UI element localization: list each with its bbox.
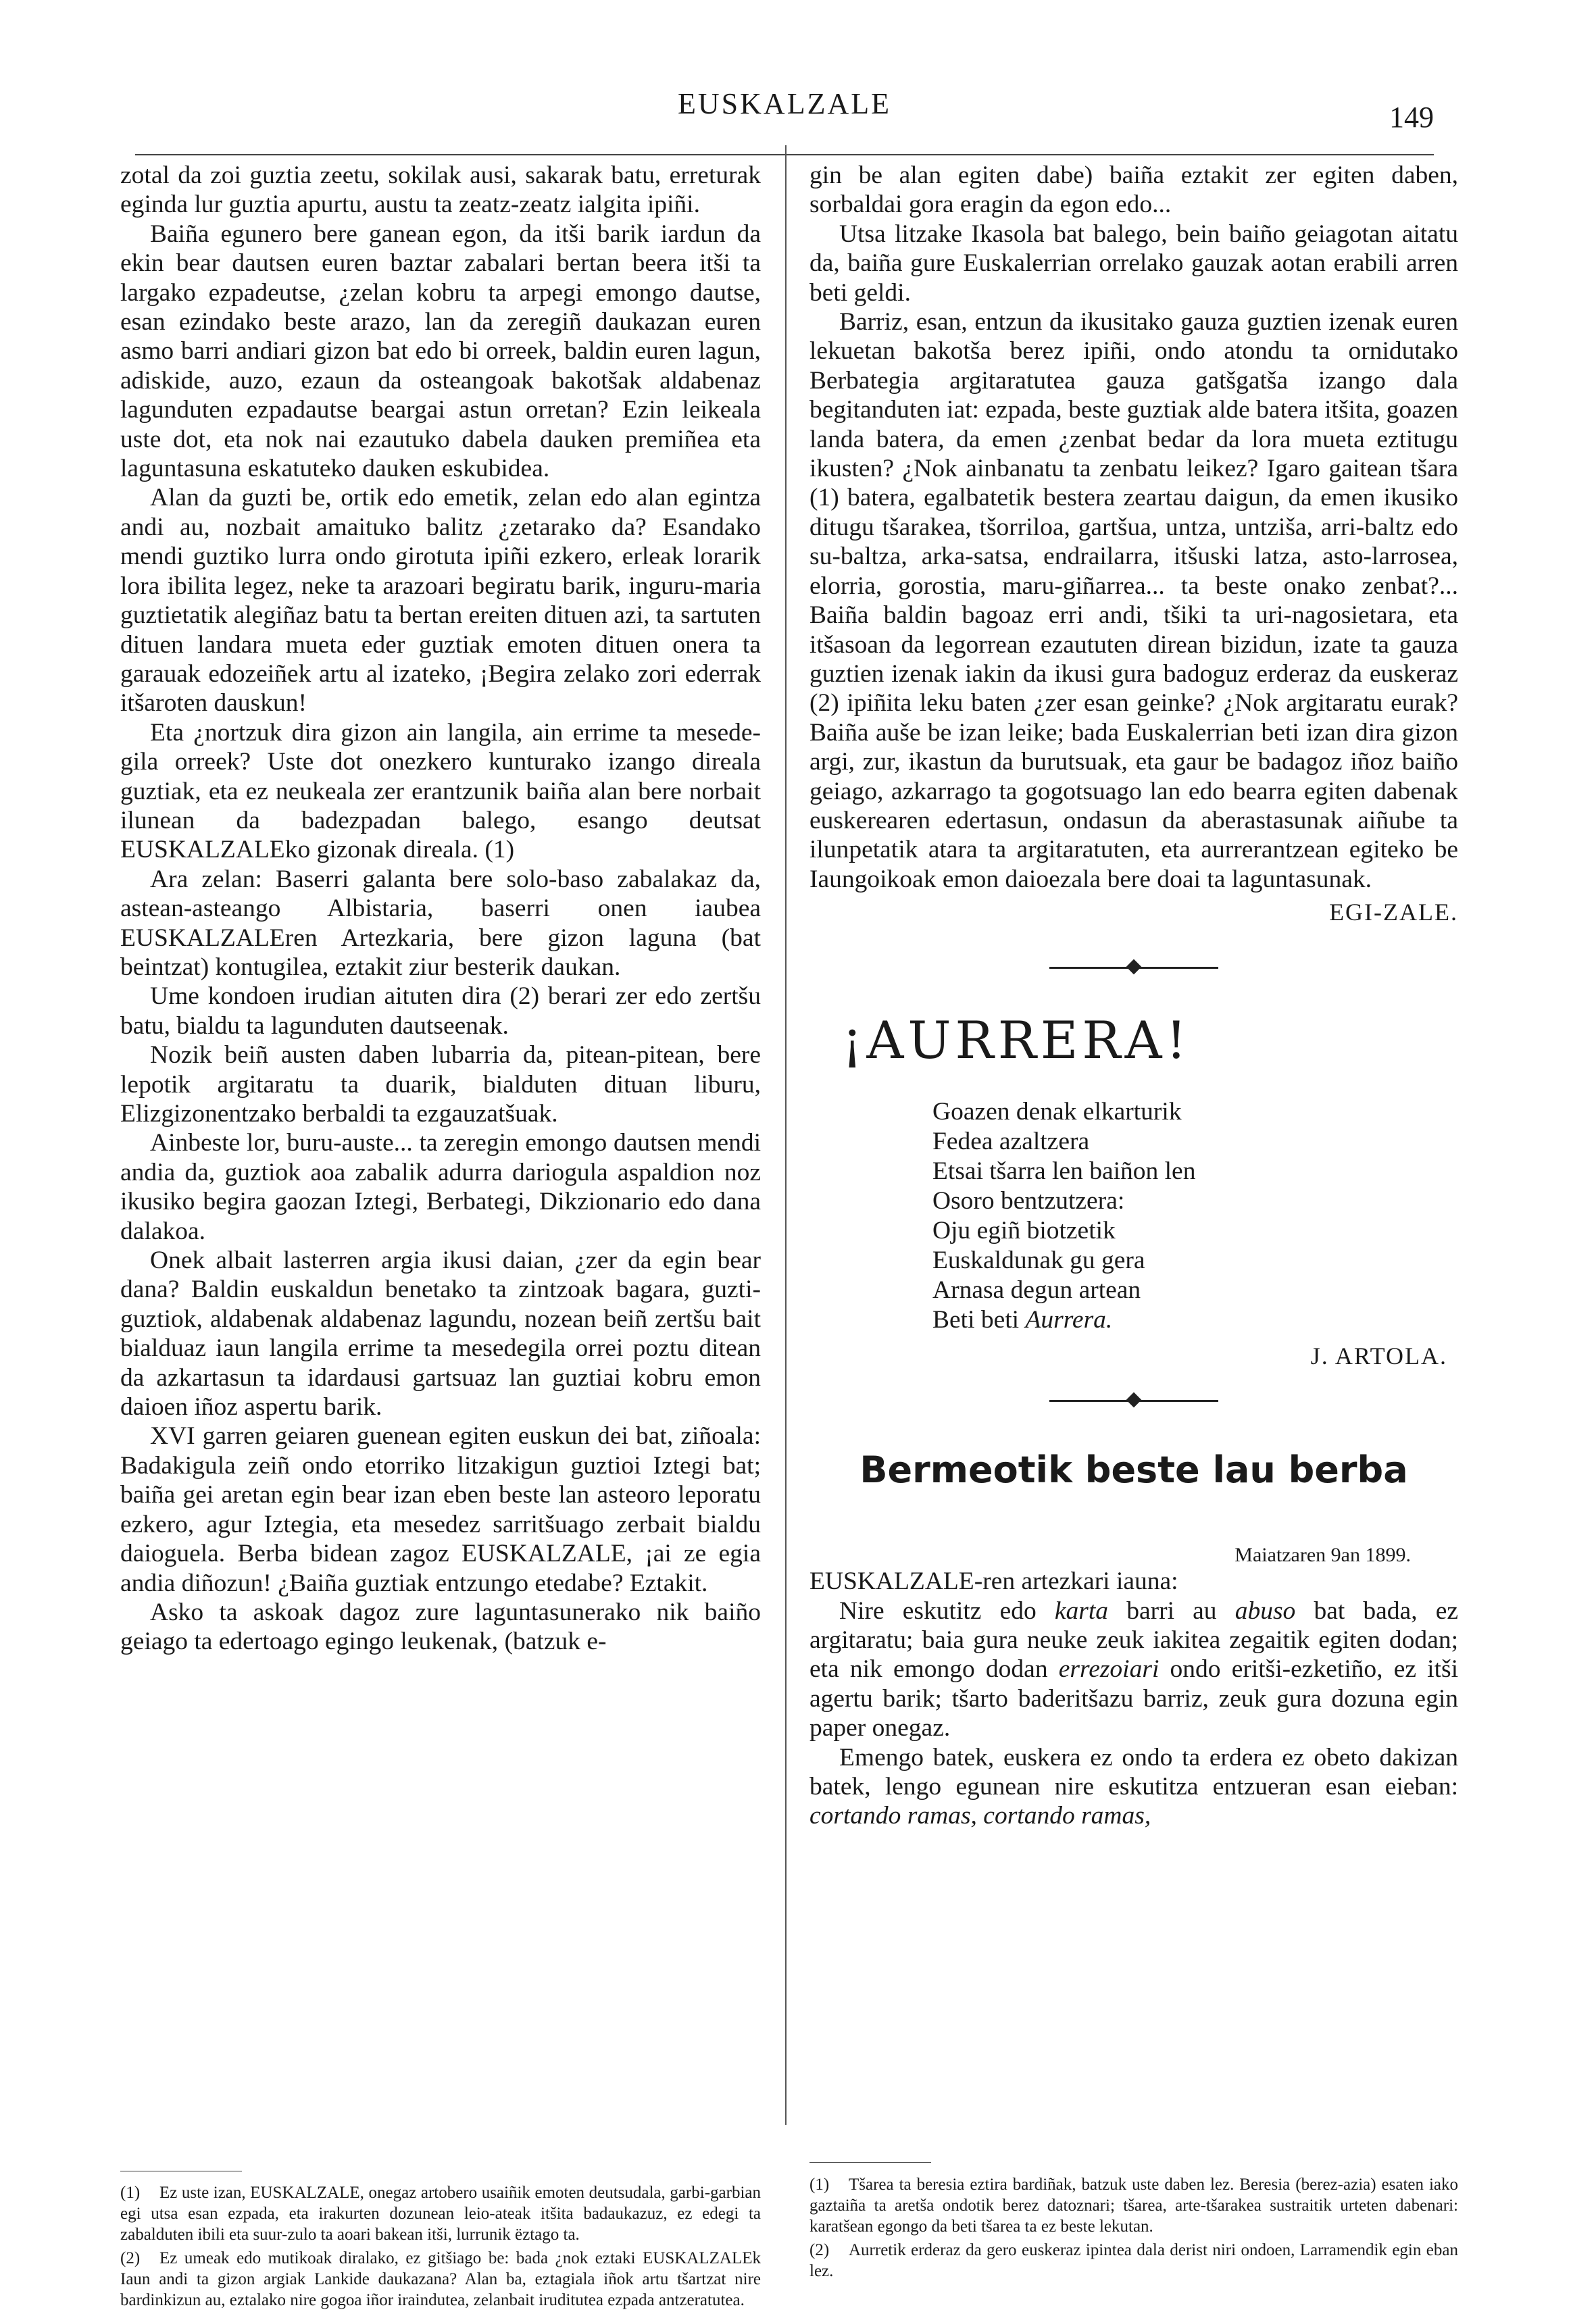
paragraph: Emengo batek, euskera ez ondo ta erdera ez obeto dakizan batek, lengo egunean nire eskutitza entzueran esan eieban: cortando ramas, cortando ramas, (809, 1743, 1458, 1830)
paragraph: Ume kondoen irudian aituten dira (2) berari zer edo zertšu batu, bialdu ta lagunduten dautseenak. (120, 982, 761, 1040)
footnote-text: Ez umeak edo mutikoak diralako, ez gitšiago be: bada ¿nok eztaki EUSKALZALEk Iaun andi ta gizon argiak Lankide daukazana? Alan ba, eztagiala iñok artu tšartzat nire bardinkizun au, eztalako nire gogoa iñor iraindutea, zelanbait iruditutea ezpada antzeratutea. (120, 2249, 761, 2309)
footnote (120, 2182, 761, 2245)
footnote-text: Ez uste izan, EUSKALZALE, onegaz artobero usaiñik emoten deutsudala, garbi-garbian egi utsa esan ezpada, eta irakurten dozunean leio-ateak itšita badaukazuz, ez edegi ta zabalduten ibili eta suur-zulo ta aoari bakean itši, lurrunik ëztago ta. (120, 2184, 761, 2244)
right-footnotes (809, 2174, 1458, 2284)
poem (932, 1097, 1458, 1335)
footnote (809, 2174, 1458, 2237)
right-column (809, 161, 1458, 1831)
footnote-number: (1) (120, 2184, 141, 2202)
signature: EGI-ZALE. (1329, 899, 1458, 926)
poem-verse: Fedea azaltzera (932, 1128, 1090, 1156)
paragraph: Eta ¿nortzuk dira gizon ain langila, ain errime ta mesede-gila orreek? Uste dot onezkero kunturako izango direala guztiak, eta ez neukeala zer erantzunik baiña alan bere norbait ilunean da badezpadan balego, esango deutsat EUSKALZALEko gizonak direala. (1) (120, 718, 761, 864)
footnote-number: (2) (809, 2241, 830, 2259)
footnote-number: (1) (809, 2175, 830, 2194)
italic-word: abuso (1235, 1596, 1296, 1625)
diamond-ornament-icon (1126, 1392, 1142, 1408)
paragraph: Barriz, esan, entzun da ikusitako gauza guztien izenak euren lekuetan bakotša berez ipiñi, ondo atondu ta ornidutako Berbategia argitaratutea gauza gatšgatša izango dala begitanduten iat: ezpada, beste guztiak alde batera itšita, goazen landa batera, da emen ¿zenbat bedar da lora mueta eztitugu ikusten? ¿Nok ainbanatu ta zenbatu leikez? Igaro gaitean tšara (1) batera, egalbatetik bestera zeartau daigun, da emen ikusiko ditugu tšarakea, tšorriloa, gartšua, untza, untziša, arri-baltz edo su-baltza, arka-satsa, endrailarra, itšuski latza, asto-larrosea, elorria, gorostia, maru-giñarrea... ta beste onako zenbat?... Baiña baldin bagoaz erri andi, tšiki ta uri-nagosietara, eta itšasoan da legorrean ezaututen direan bizidun, izate ta gauza guztien izenak iakin da ikusi gura badoguz erderaz da euskeraz (2) ipiñita leku baten ¿zer esan geinke? ¿Nok argitaratu eurak? Baiña auše be izan leike; bada Euskalerrian beti izan dira gizon argi, zur, ikastun da burutsuak, eta gaur be badagoz iñoz baiño geiago, azkarrago ta gogotsuago lan edo bearra egiten dabenak euskerearen edertasun, ondasun da aberastasunak aiñube ta ilunpetatik atara ta argitaratuten, eta aurrerantzean egiteko be Iaungoikoak emon daioezala bere doai ta laguntasunak. (809, 308, 1458, 893)
paragraph: XVI garren geiaren guenean egiten euskun dei bat, ziñoala: Badakigula zeiñ ondo etorriko litzakigun guztioi Iztegi bat; baiña gei aretan egin bear izan eben beste lan asteoro leporatu ezkero, agur Iztegia, eta mesedez sarritšuago zerbait bialdu daioguela. Berba bidean zagoz EUSKALZALE, ¡ai ze egia andia diñozun! ¿Baiña guztiak entzungo etedabe? Eztakit. (120, 1422, 761, 1597)
article-date: Maiatzaren 9an 1899. (1235, 1544, 1411, 1567)
footnote (120, 2248, 761, 2311)
poem-verse-text: Beti beti (932, 1306, 1020, 1334)
paragraph: Ainbeste lor, buru-auste... ta zeregin emongo dautsen mendi andia da, guztiok aoa zabalik adurra dariogula aspaldion noz ikusiko begira gaozan Iztegi, Berbategi, Dikzionario edo dana dalakoa. (120, 1129, 761, 1245)
column-divider (785, 145, 787, 2125)
paragraph: zotal da zoi guztia zeetu, sokilak ausi, sakarak batu, erreturak eginda lur guztia apurtu, austu ta zeatz-zeatz ialgita ipiñi. (120, 161, 761, 219)
poem-verse: Oju egiñ biotzetik (932, 1217, 1116, 1245)
footnote-rule (809, 2162, 931, 2163)
paragraph: Nozik beiñ austen daben lubarria da, pitean-pitean, bere lepotik argitaratu ta duarik, bialduten dituan liburu, Elizgizonentzako berbaldi ta ezgauzatšuak. (120, 1041, 761, 1128)
footnote-text: Aurretik erderaz da gero euskeraz ipintea dala derist niri ondoen, Larramendik egin eban lez. (809, 2241, 1458, 2280)
poem-verse: Osoro bentzutzera: (932, 1187, 1125, 1215)
paragraph: Asko ta askoak dagoz zure laguntasunerako nik baiño geiago ta edertoago egingo leukenak, (batzuk e- (120, 1598, 761, 1656)
poem-verse: Goazen denak elkarturik (932, 1098, 1182, 1126)
paragraph: Nire eskutitz edo karta barri au abuso bat bada, ez argitaratu; baia gura neuke zeuk iakitea zegaitik egiten dodan; eta nik emongo dodan errezoiari ondo eritši-ezketiño, ez itši agertu barik; tšarto baderitšazu barriz, zeuk gura dozuna egin paper onegaz. (809, 1596, 1459, 1742)
italic-word: errezoiari (1058, 1655, 1159, 1684)
poem-verse: Euskaldunak gu gera (932, 1247, 1145, 1275)
footnote-number: (2) (120, 2249, 141, 2267)
poem-verse (932, 1305, 1458, 1335)
ornamental-rule (1049, 957, 1218, 978)
poem-verse-italic: Aurrera. (1025, 1306, 1113, 1334)
salutation: EUSKALZALE-ren artezkari iauna: (809, 1567, 1178, 1596)
paragraph: Alan da guzti be, ortik edo emetik, zelan edo alan egintza andi au, nozbait amaituko balitz ¿zetarako da? Esandako mendi guztiko lurra ondo girotuta ipiñi ezkero, erleak lorarik lora ibilita legez, neke ta arazoari begiratu barik, inguru-maria guztietatik alegiñaz batu ta bertan ereiten dituen azi, ta sartuten dituen landara mueta eder guztiak emoten dituen onera ta garauak edozeiñek artu al izateko, ¡Begira zelako zori ederrak itšaroten dauskun! (120, 484, 761, 718)
footnote (809, 2240, 1458, 2282)
page-number: 149 (1389, 101, 1434, 134)
left-column (120, 161, 761, 1657)
diamond-ornament-icon (1126, 959, 1142, 975)
poem-title: ¡AURRERA! (842, 1010, 1191, 1071)
ornamental-rule (1049, 1390, 1218, 1411)
article-title: Bermeotik beste lau berba (859, 1449, 1408, 1492)
paragraph: Onek albait lasterren argia ikusi daian, ¿zer da egin bear dana? Baldin euskaldun benetako ta zintzoak bagara, guzti-guztiok, aldabenak aldabenaz lagundu, nozean beiñ zertšu bait bialduaz iaun langila errime ta mesedegila orrei poztu ditean da azkartasun ta idardausi gartsuaz lan guztiai kobru emon daioen iñoz aspertu barik. (120, 1247, 761, 1422)
footnote-text: Tšarea ta beresia eztira bardiñak, batzuk uste daben lez. Beresia (berez-azia) esaten iako gaztaiña ta aretša ondotik berez datoznari; tšarea, arte-tšarakea sustraitik urteten dabenari: karatšean egongo da beti tšarea ta ez beste lekutan. (809, 2175, 1458, 2236)
poem-verse: Etsai tšarra len baiñon len (932, 1157, 1196, 1186)
poem-author: J. ARTOLA. (1310, 1342, 1447, 1370)
poem-verse: Arnasa degun artean (932, 1276, 1141, 1305)
paragraph: Baiña egunero bere ganean egon, da itši barik iardun da ekin bear dautsen euren baztar zabalari bertan beera itši ta largako ezpadeutse, ¿zelan kobru ta arpegi emongo dautse, esan ezindako beste arazo, lan da zeregiñ daukazan euren asmo barri andiari gizon bat edo bi orreek, baldin euren lagun, adiskide, auzo, ezaun da osteangoak bakotšak aldabenaz lagunduten ezpadautse beargai astun orretan? Ezin leikeala uste dot, eta nok nai ezautuko dabela dauken premiñea eta laguntasuna eskatuteko dauken eskubidea. (120, 220, 761, 483)
paragraph: Ara zelan: Baserri galanta bere solo-baso zabalakaz da, astean-asteango Albistaria, baserri onen iaubea EUSKALZALEren Artezkaria, bere gizon laguna (bat beintzat) kontugilea, eztakit ziur besterik daukan. (120, 865, 761, 981)
running-header (135, 80, 1434, 155)
italic-phrase: cortando ramas, cortando ramas, (809, 1802, 1151, 1830)
left-footnotes (120, 2182, 761, 2313)
italic-word: karta (1054, 1596, 1109, 1625)
running-title: EUSKALZALE (678, 87, 891, 120)
paragraph: gin be alan egiten dabe) baiña eztakit zer egiten daben, sorbaldai gora eragin da egon edo... (809, 161, 1458, 219)
paragraph: Utsa litzake Ikasola bat balego, bein baiño geiagotan aitatu da, baiña gure Euskalerrian orrelako gauzak aotan erabili arren beti geldi. (809, 220, 1458, 307)
